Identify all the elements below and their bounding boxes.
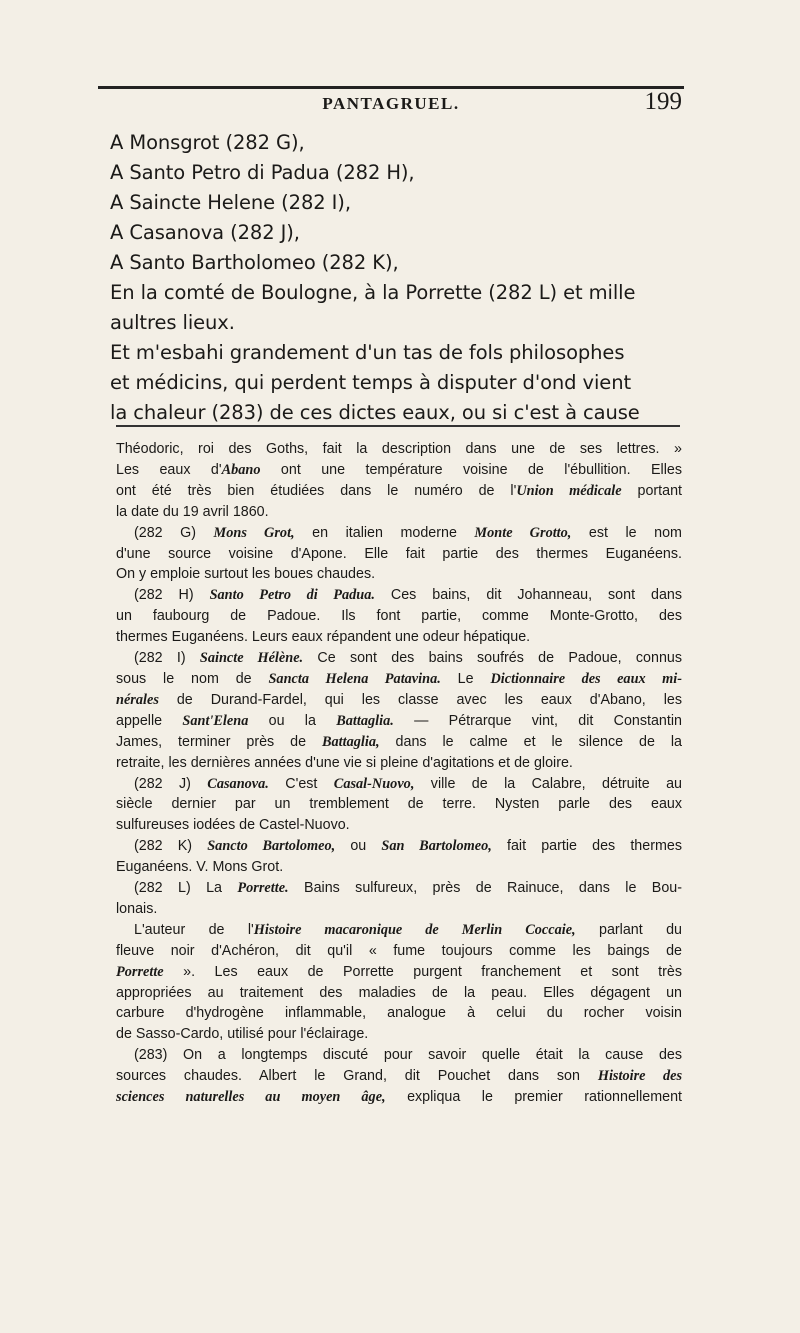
note-283: (283) On a longtemps discuté pour savoir quelle était la cause des bbox=[134, 1047, 682, 1064]
footnote-separator bbox=[116, 425, 680, 427]
note-282i: (282 I) Saincte Hélène. Ce sont des bains soufrés de Padoue, connus bbox=[134, 650, 682, 667]
note-line: Porrette ». Les eaux de Porrette purgent franchement et sont très bbox=[116, 963, 682, 980]
note-282g: (282 G) Mons Grot, en italien moderne Monte Grotto, est le nom bbox=[134, 524, 682, 541]
note-282l: (282 L) La Porrette. Bains sulfureux, près de Rainuce, dans le Bou- bbox=[134, 880, 682, 897]
note-line: fleuve noir d'Achéron, dit qu'il « fume toujours comme les baings de bbox=[116, 942, 682, 959]
main-line: En la comté de Boulogne, à la Porrette (282 L) et mille bbox=[110, 281, 636, 304]
note-line: James, terminer près de Battaglia, dans le calme et le silence de la bbox=[116, 733, 682, 750]
running-title: PANTAGRUEL. bbox=[322, 94, 460, 113]
note-line: retraite, les dernières années d'une vie si pleine d'agitations et de gloire. bbox=[116, 754, 573, 771]
note-line: sources chaudes. Albert le Grand, dit Pouchet dans son Histoire des bbox=[116, 1068, 683, 1085]
main-line: A Santo Petro di Padua (282 H), bbox=[110, 161, 415, 184]
note-auteur: L'auteur de l'Histoire macaronique de Merlin Coccaie, parlant du bbox=[134, 921, 682, 938]
main-line: A Monsgrot (282 G), bbox=[110, 131, 305, 154]
note-line: Théodoric, roi des Goths, fait la description dans une de ses lettres. » bbox=[116, 441, 682, 457]
note-line: Les eaux d'Abano ont une température voisine de l'ébullition. Elles bbox=[116, 461, 682, 478]
note-line: sous le nom de Sancta Helena Patavina. Le Dictionnaire des eaux mi- bbox=[116, 670, 682, 687]
main-line: A Santo Bartholomeo (282 K), bbox=[110, 251, 399, 274]
note-line: d'une source voisine d'Apone. Elle fait partie des thermes Euganéens. bbox=[116, 545, 682, 562]
page-number: 199 bbox=[644, 88, 682, 115]
header-rule bbox=[98, 86, 684, 89]
main-line: aultres lieux. bbox=[110, 311, 235, 334]
main-line: la chaleur (283) de ces dictes eaux, ou si c'est à cause bbox=[110, 401, 640, 424]
note-line: On y emploie surtout les boues chaudes. bbox=[116, 566, 376, 583]
note-282j: (282 J) Casanova. C'est Casal-Nuovo, ville de la Calabre, détruite au bbox=[134, 775, 683, 792]
running-header bbox=[98, 88, 684, 120]
note-line: ont été très bien étudiées dans le numéro de l'Union médicale portant bbox=[116, 482, 683, 499]
note-line: un faubourg de Padoue. Ils font partie, comme Monte-Grotto, des bbox=[116, 608, 682, 625]
footnotes bbox=[116, 439, 682, 1108]
note-line: appelle Sant'Elena ou la Battaglia. — Pétrarque vint, dit Constantin bbox=[116, 712, 682, 729]
main-line: A Casanova (282 J), bbox=[110, 221, 300, 244]
main-text bbox=[110, 128, 682, 428]
note-line: nérales de Durand-Fardel, qui les classe avec les eaux d'Abano, les bbox=[116, 691, 682, 708]
main-line: A Saincte Helene (282 I), bbox=[110, 191, 351, 214]
note-line: de Sasso-Cardo, utilisé pour l'éclairage. bbox=[116, 1026, 369, 1043]
note-line: la date du 19 avril 1860. bbox=[116, 503, 269, 520]
note-line: lonais. bbox=[116, 900, 158, 917]
note-line: appropriées au traitement des maladies de la peau. Elles dégagent un bbox=[116, 984, 682, 1001]
note-line: thermes Euganéens. Leurs eaux répandent une odeur hépatique. bbox=[116, 629, 531, 646]
note-line: sulfureuses iodées de Castel-Nuovo. bbox=[116, 817, 350, 834]
note-282h: (282 H) Santo Petro di Padua. Ces bains, dit Johanneau, sont dans bbox=[134, 587, 682, 604]
note-line: Euganéens. V. Mons Grot. bbox=[116, 859, 284, 876]
note-282k: (282 K) Sancto Bartolomeo, ou San Bartolomeo, fait partie des thermes bbox=[134, 838, 682, 855]
note-line: siècle dernier par un tremblement de terre. Nysten parle des eaux bbox=[116, 796, 682, 813]
note-line: carbure d'hydrogène inflammable, analogue à celui du rocher voisin bbox=[116, 1005, 682, 1022]
main-line: et médicins, qui perdent temps à disputer d'ond vient bbox=[110, 371, 632, 394]
main-line: Et m'esbahi grandement d'un tas de fols philosophes bbox=[110, 341, 625, 364]
note-line: sciences naturelles au moyen âge, expliqua le premier rationnellement bbox=[116, 1089, 682, 1106]
